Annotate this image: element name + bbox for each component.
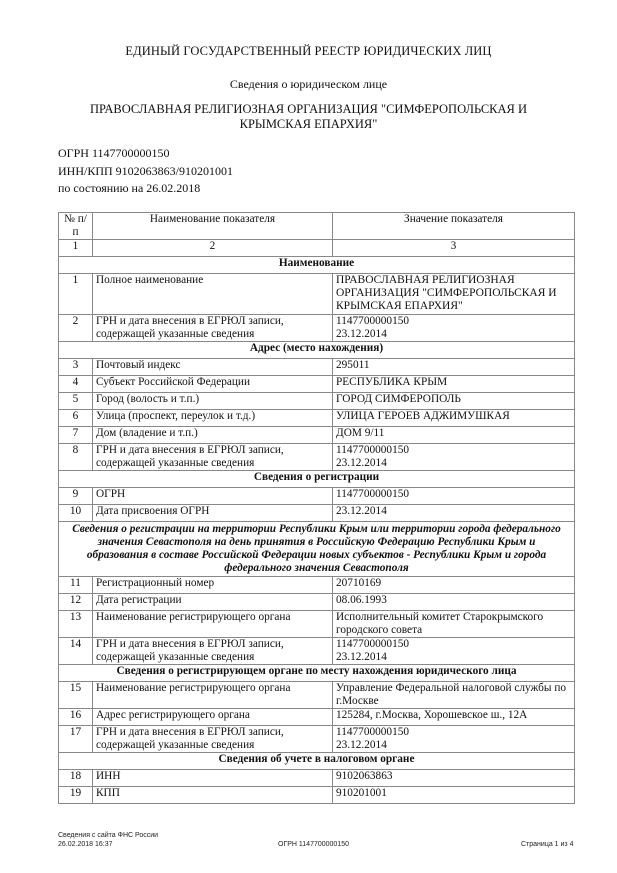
row-label: ОГРН — [93, 488, 333, 505]
row-value — [333, 444, 575, 471]
table-row — [59, 359, 575, 376]
table-header-row — [59, 213, 575, 240]
row-label: Наименование регистрирующего органа — [93, 682, 333, 709]
row-value: ПРАВОСЛАВНАЯ РЕЛИГИОЗНАЯ ОРГАНИЗАЦИЯ "СИМФЕРОПОЛЬСКАЯ И КРЫМСКАЯ ЕПАРХИЯ" — [333, 274, 575, 315]
row-value: 1147700000150 — [333, 488, 575, 505]
table-row — [59, 505, 575, 522]
table-row — [59, 638, 575, 665]
row-value: 9102063863 — [333, 770, 575, 787]
column-number: 2 — [93, 240, 333, 257]
grn-date: 23.12.2014 — [336, 457, 387, 469]
row-label: Полное наименование — [93, 274, 333, 315]
row-label: Субъект Российской Федерации — [93, 376, 333, 393]
row-value — [333, 315, 575, 342]
table-row — [59, 682, 575, 709]
table-row — [59, 611, 575, 638]
row-number: 12 — [59, 594, 93, 611]
row-value — [333, 638, 575, 665]
row-label: Дата регистрации — [93, 594, 333, 611]
row-value: 910201001 — [333, 787, 575, 804]
section-row-tax — [59, 753, 575, 770]
row-label: ГРН и дата внесения в ЕГРЮЛ записи, содержащей указанные сведения — [93, 315, 333, 342]
document-title: ЕДИНЫЙ ГОСУДАРСТВЕННЫЙ РЕЕСТР ЮРИДИЧЕСКИХ ЛИЦ — [125, 44, 492, 58]
table-row — [59, 410, 575, 427]
table-row — [59, 393, 575, 410]
section-title: Наименование — [59, 257, 575, 274]
column-number: 1 — [59, 240, 93, 257]
column-number: 3 — [333, 240, 575, 257]
table-row — [59, 709, 575, 726]
row-number: 1 — [59, 274, 93, 315]
row-value: ГОРОД СИМФЕРОПОЛЬ — [333, 393, 575, 410]
table-row — [59, 787, 575, 804]
row-number: 17 — [59, 726, 93, 753]
ogrn-line: ОГРН 1147700000150 — [58, 146, 170, 160]
row-label: ГРН и дата внесения в ЕГРЮЛ записи, содержащей указанные сведения — [93, 638, 333, 665]
section-title: Сведения о регистрирующем органе по месту нахождения юридического лица — [59, 665, 575, 682]
row-label: ГРН и дата внесения в ЕГРЮЛ записи, содержащей указанные сведения — [93, 726, 333, 753]
section-row-name — [59, 257, 575, 274]
row-number: 8 — [59, 444, 93, 471]
section-title: Адрес (место нахождения) — [59, 342, 575, 359]
organization-name: ПРАВОСЛАВНАЯ РЕЛИГИОЗНАЯ ОРГАНИЗАЦИЯ "СИМФЕРОПОЛЬСКАЯ И КРЫМСКАЯ ЕПАРХИЯ" — [89, 102, 528, 131]
inn-kpp-line: ИНН/КПП 9102063863/910201001 — [58, 164, 234, 178]
table-row — [59, 770, 575, 787]
row-label: Наименование регистрирующего органа — [93, 611, 333, 638]
row-number: 5 — [59, 393, 93, 410]
row-value: 08.06.1993 — [333, 594, 575, 611]
row-number: 11 — [59, 577, 93, 594]
section-row-registration — [59, 471, 575, 488]
row-value: Исполнительный комитет Старокрымского городского совета — [333, 611, 575, 638]
row-number: 15 — [59, 682, 93, 709]
section-row-address — [59, 342, 575, 359]
as-of-date: по состоянию на 26.02.2018 — [58, 181, 201, 195]
row-number: 6 — [59, 410, 93, 427]
row-label: Почтовый индекс — [93, 359, 333, 376]
grn-date: 23.12.2014 — [336, 739, 387, 751]
row-value: Управление Федеральной налоговой службы по г.Москве — [333, 682, 575, 709]
table-row — [59, 274, 575, 315]
row-label: КПП — [93, 787, 333, 804]
row-label: ИНН — [93, 770, 333, 787]
table-row — [59, 726, 575, 753]
row-label: Адрес регистрирующего органа — [93, 709, 333, 726]
table-row — [59, 594, 575, 611]
row-number: 3 — [59, 359, 93, 376]
row-number: 4 — [59, 376, 93, 393]
egrul-table — [58, 212, 575, 804]
document-subtitle: Сведения о юридическом лице — [229, 77, 388, 91]
row-number: 13 — [59, 611, 93, 638]
row-number: 16 — [59, 709, 93, 726]
section-title: Сведения об учете в налоговом органе — [59, 753, 575, 770]
row-value: 23.12.2014 — [333, 505, 575, 522]
column-header-number: № п/п — [59, 213, 93, 240]
row-value: 20710169 — [333, 577, 575, 594]
row-label: Дата присвоения ОГРН — [93, 505, 333, 522]
row-value: РЕСПУБЛИКА КРЫМ — [333, 376, 575, 393]
section-row-crimea-registration — [59, 522, 575, 577]
table-column-numbers-row — [59, 240, 575, 257]
row-number: 2 — [59, 315, 93, 342]
row-value: 125284, г.Москва, Хорошевское ш., 12А — [333, 709, 575, 726]
grn-value: 1147700000150 — [336, 444, 410, 456]
footer-page-number: Страница 1 из 4 — [521, 841, 574, 848]
column-header-name: Наименование показателя — [93, 213, 333, 240]
grn-date: 23.12.2014 — [336, 651, 387, 663]
footer-datetime: 26.02.2018 16:37 — [58, 841, 113, 848]
row-label: Улица (проспект, переулок и т.д.) — [93, 410, 333, 427]
footer-source: Сведения с сайта ФНС России — [58, 832, 159, 839]
row-number: 18 — [59, 770, 93, 787]
table-row — [59, 577, 575, 594]
grn-value: 1147700000150 — [336, 638, 410, 650]
row-label: ГРН и дата внесения в ЕГРЮЛ записи, содержащей указанные сведения — [93, 444, 333, 471]
row-value: 295011 — [333, 359, 575, 376]
table-row — [59, 488, 575, 505]
column-header-value: Значение показателя — [333, 213, 575, 240]
row-label: Город (волость и т.п.) — [93, 393, 333, 410]
row-value: УЛИЦА ГЕРОЕВ АДЖИМУШКАЯ — [333, 410, 575, 427]
section-title: Сведения о регистрации на территории Республики Крым или территории города федерального значения Севастополя на день принятия в Российскую Федерацию Республики Крым и образования в составе Российской Федерации новых субъектов - Республики Крым и города федерального значения Севастополя — [59, 522, 575, 577]
row-number: 19 — [59, 787, 93, 804]
grn-value: 1147700000150 — [336, 315, 410, 327]
table-row — [59, 427, 575, 444]
table-row — [59, 444, 575, 471]
row-number: 10 — [59, 505, 93, 522]
grn-value: 1147700000150 — [336, 726, 410, 738]
footer-ogrn: ОГРН 1147700000150 — [278, 841, 349, 848]
row-number: 7 — [59, 427, 93, 444]
row-label: Регистрационный номер — [93, 577, 333, 594]
row-value: ДОМ 9/11 — [333, 427, 575, 444]
row-label: Дом (владение и т.п.) — [93, 427, 333, 444]
table-row — [59, 315, 575, 342]
row-value — [333, 726, 575, 753]
table-row — [59, 376, 575, 393]
row-number: 14 — [59, 638, 93, 665]
section-title: Сведения о регистрации — [59, 471, 575, 488]
row-number: 9 — [59, 488, 93, 505]
grn-date: 23.12.2014 — [336, 328, 387, 340]
section-row-registrar — [59, 665, 575, 682]
